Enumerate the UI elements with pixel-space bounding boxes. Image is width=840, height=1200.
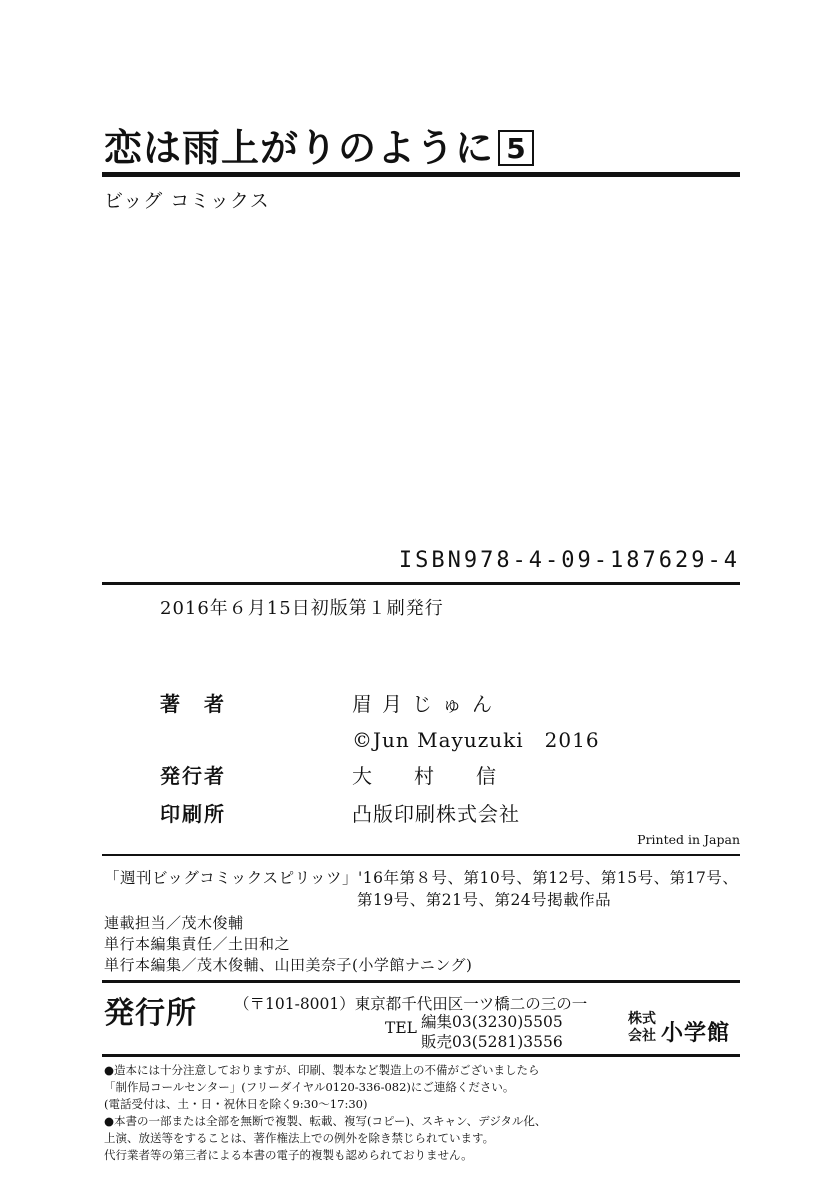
series-name: ビッグ コミックス (104, 190, 270, 212)
publisher-label: 発行者 (160, 764, 226, 788)
isbn: ISBN978-4-09-187629-4 (398, 548, 740, 573)
staff-line-1: 連載担当／茂木俊輔 (104, 914, 244, 932)
tel-editorial: 編集03(3230)5505 (421, 1013, 563, 1031)
printer-name: 凸版印刷株式会社 (352, 802, 520, 826)
staff-line-3: 単行本編集／茂木俊輔、山田美奈子(小学館ナニング) (104, 956, 473, 974)
notice-line: 「制作局コールセンター」(フリーダイヤル0120-336-082)にご連絡ください。 (104, 1080, 515, 1094)
title-rule (102, 172, 740, 177)
edition-date: 2016年６月15日初版第１刷発行 (160, 598, 444, 619)
notice-line: (電話受付は、土・日・祝休日を除く9:30～17:30) (104, 1097, 368, 1111)
tel-sales: 販売03(5281)3556 (421, 1033, 563, 1051)
publisher-address: （〒101-8001）東京都千代田区一ツ橋二の三の一 (234, 995, 588, 1013)
tel-label: TEL (385, 1019, 417, 1037)
staff-line-2: 単行本編集責任／土田和之 (104, 935, 291, 953)
company-type: 株式会社 (628, 1011, 656, 1044)
printer-label: 印刷所 (160, 802, 226, 826)
volume-number: 5 (498, 130, 534, 166)
copyright-notice: ©Jun Mayuzuki 2016 (352, 728, 600, 752)
credits-rule (102, 854, 740, 856)
author-name: 眉月じゅん (352, 692, 502, 716)
title-block (104, 124, 534, 172)
notice-line: 代行業者等の第三者による本書の電子的複製も認められておりません。 (104, 1148, 473, 1162)
publisher-rule (102, 1054, 740, 1057)
publisher-heading: 発行所 (104, 996, 197, 1031)
notice-line: ●造本には十分注意しておりますが、印刷、製本など製造上の不備がございましたら (104, 1063, 540, 1077)
publisher-name: 大村信 (352, 764, 538, 788)
printed-in-japan: Printed in Japan (637, 832, 740, 847)
isbn-rule (102, 582, 740, 585)
staff-rule (102, 980, 740, 983)
notice-line: 上演、放送等をすることは、著作権法上での例外を除き禁じられています。 (104, 1131, 495, 1145)
company-name: 小学館 (661, 1021, 731, 1046)
notice-line: ●本書の一部または全部を無断で複製、転載、複写(コピー)、スキャン、デジタル化、 (104, 1114, 547, 1128)
serialization-line-1: 「週刊ビッグコミックスピリッツ」'16年第８号、第10号、第12号、第15号、第17号、 (104, 869, 739, 887)
author-label: 著 者 (160, 692, 226, 716)
serialization-line-2: 第19号、第21号、第24号掲載作品 (357, 891, 612, 909)
book-title: 恋は雨上がりのように (104, 126, 495, 170)
